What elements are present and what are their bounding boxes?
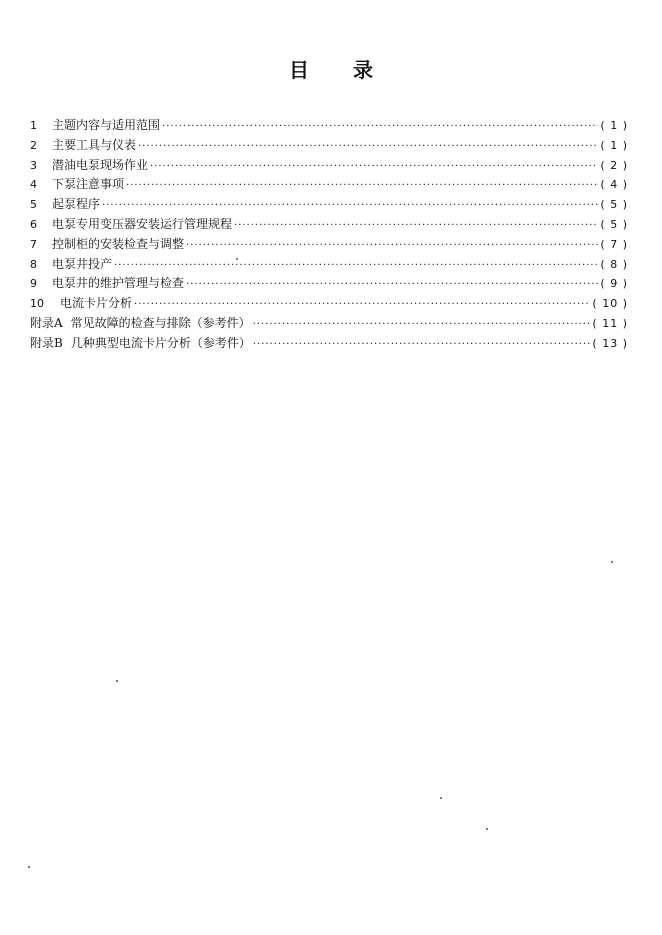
scan-speck: [236, 258, 238, 260]
toc-entry-page: ( 4 ): [600, 178, 628, 192]
toc-entry[interactable]: [30, 175, 628, 195]
toc-entry-page: ( 10 ): [592, 297, 628, 311]
toc-leader-dots: [134, 295, 590, 315]
toc-entry-number: 2: [30, 138, 37, 152]
toc-entry-title: 起泵程序: [52, 197, 101, 212]
toc-entry-title: 电泵井的维护管理与检查: [52, 276, 185, 291]
toc-entry-page: ( 9 ): [600, 277, 628, 291]
page-title: [0, 56, 662, 84]
toc-entry-title: 下泵注意事项: [52, 177, 125, 192]
toc-entry-number: 7: [30, 237, 37, 251]
toc-leader-dots: [138, 137, 598, 157]
title-char-2: 录: [353, 58, 373, 82]
toc-entry-number: 4: [30, 178, 37, 192]
scan-speck: [116, 680, 118, 682]
toc-leader-dots: [253, 335, 591, 355]
toc-entry-number: 1: [30, 119, 37, 132]
toc-appendix-label: 附录A: [30, 315, 63, 330]
toc-leader-dots: [150, 157, 598, 177]
toc-entry-number: 8: [30, 257, 37, 271]
toc-entry[interactable]: [30, 215, 628, 235]
toc-entry-title: 潜油电泵现场作业: [52, 157, 149, 172]
title-char-1: 目: [289, 58, 309, 82]
toc-leader-dots: [114, 256, 598, 276]
toc-entry-page: ( 5 ): [600, 217, 628, 231]
toc-entry-page: ( 13 ): [592, 336, 628, 350]
toc-entry[interactable]: [30, 156, 628, 176]
toc-leader-dots: [162, 117, 598, 137]
toc-entry-page: ( 7 ): [600, 237, 628, 251]
toc-entry-number: 9: [30, 277, 37, 291]
toc-entry-title: 几种典型电流卡片分析（参考件）: [70, 335, 251, 350]
toc-entry-page: ( 5 ): [600, 198, 628, 212]
toc-entry-number: 5: [30, 198, 37, 212]
toc-leader-dots: [126, 176, 598, 196]
scan-speck: [486, 828, 488, 830]
toc-entry-title: 电泵专用变压器安装运行管理规程: [52, 216, 233, 231]
toc-entry-title: 主要工具与仪表: [52, 137, 137, 152]
toc-entry-page: ( 1 ): [600, 138, 628, 152]
toc-entry-title: 电流卡片分析: [60, 296, 133, 311]
toc-entry-title: 主题内容与适用范围: [52, 118, 161, 132]
toc-appendix-label: 附录B: [30, 335, 63, 350]
toc-entry-title: 常见故障的检查与排除（参考件）: [70, 315, 251, 330]
toc-leader-dots: [102, 196, 598, 216]
toc-entry-page: ( 1 ): [600, 119, 628, 132]
toc-entry-number: 6: [30, 217, 37, 231]
toc-entry-appendix[interactable]: [30, 314, 628, 334]
toc-leader-dots: [234, 216, 598, 236]
toc-entry[interactable]: [30, 195, 628, 215]
toc-leader-dots: [253, 315, 591, 335]
toc-entry[interactable]: [30, 136, 628, 156]
toc-entry-number: 10: [30, 297, 44, 311]
toc-leader-dots: [186, 275, 598, 295]
toc-entry[interactable]: [30, 116, 628, 136]
scan-speck: [611, 561, 613, 563]
toc-entry-appendix[interactable]: [30, 334, 628, 354]
scan-speck: [28, 866, 30, 868]
toc-entry-page: ( 2 ): [600, 158, 628, 172]
table-of-contents: [30, 116, 628, 354]
toc-leader-dots: [186, 236, 598, 256]
toc-entry-number: 3: [30, 158, 37, 172]
toc-entry-title: 电泵井投产: [52, 256, 113, 271]
toc-entry[interactable]: [30, 235, 628, 255]
toc-entry-page: ( 8 ): [600, 257, 628, 271]
toc-entry-page: ( 11 ): [592, 316, 628, 330]
toc-entry[interactable]: [30, 294, 628, 314]
toc-entry[interactable]: [30, 255, 628, 275]
toc-entry[interactable]: [30, 274, 628, 294]
toc-entry-title: 控制柜的安装检查与调整: [52, 236, 185, 251]
scan-speck: [440, 797, 442, 799]
